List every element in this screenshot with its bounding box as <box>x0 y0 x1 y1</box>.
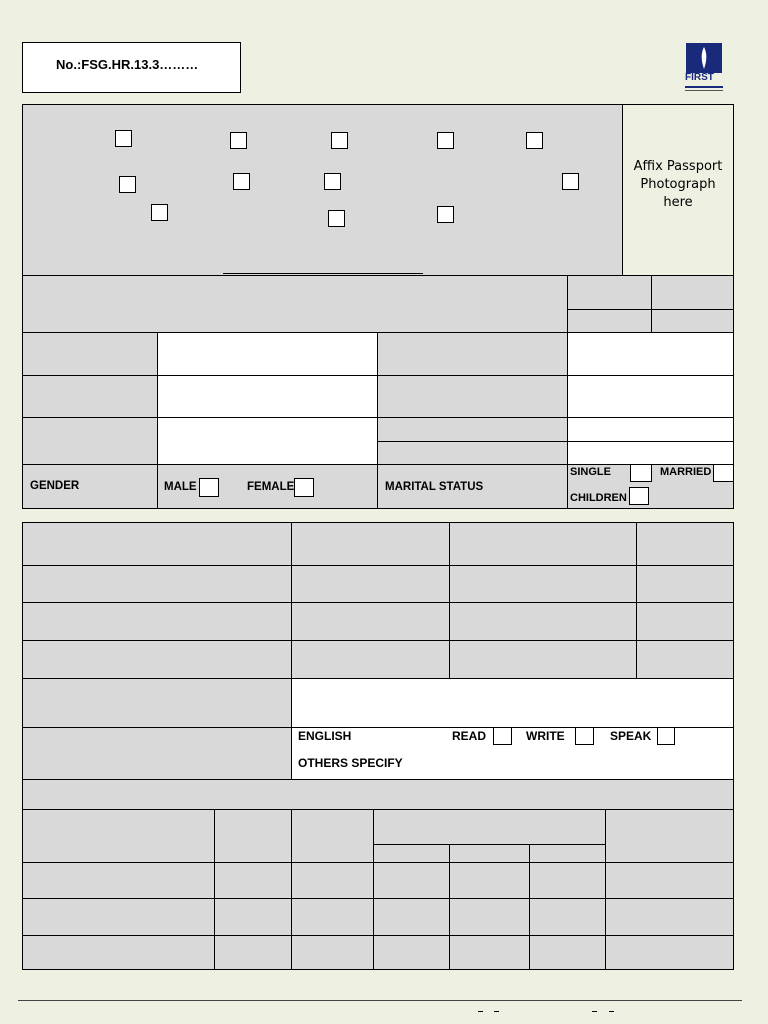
section-header-bar <box>22 779 734 810</box>
table-cell[interactable] <box>605 862 734 899</box>
input-cell[interactable] <box>291 678 734 728</box>
table-cell[interactable] <box>214 935 292 970</box>
checkbox[interactable] <box>115 130 132 147</box>
logo-tagline-line <box>685 90 723 91</box>
gender-options-cell <box>157 464 378 509</box>
table-header-cell <box>291 809 374 863</box>
label-cell <box>22 332 158 376</box>
checkbox[interactable] <box>230 132 247 149</box>
photo-box <box>622 104 734 276</box>
table-cell[interactable] <box>605 935 734 970</box>
table-cell[interactable] <box>291 862 374 899</box>
table-cell[interactable] <box>529 862 606 899</box>
label-cell <box>377 441 568 465</box>
table-header-cell <box>605 809 734 863</box>
label-cell <box>22 678 292 728</box>
table-cell[interactable] <box>22 898 215 936</box>
table-cell[interactable] <box>449 898 530 936</box>
position-checkbox-panel <box>22 104 623 276</box>
table-cell[interactable] <box>529 898 606 936</box>
others-specify-label: OTHERS SPECIFY <box>298 756 403 770</box>
single-label: SINGLE <box>570 466 611 478</box>
single-checkbox[interactable] <box>630 464 652 482</box>
write-checkbox[interactable] <box>575 727 594 745</box>
married-checkbox[interactable] <box>713 464 734 482</box>
table-cell[interactable] <box>214 898 292 936</box>
table-header-cell <box>291 522 450 566</box>
document-number: No.:FSG.HR.13.3……… <box>56 57 199 72</box>
label-cell <box>377 332 568 376</box>
male-checkbox[interactable] <box>199 478 219 497</box>
table-header-cell <box>373 809 606 845</box>
table-cell[interactable] <box>291 935 374 970</box>
female-checkbox[interactable] <box>294 478 314 497</box>
input-cell[interactable] <box>567 332 734 376</box>
gender-label: GENDER <box>30 480 80 492</box>
female-label: FEMALE <box>247 481 295 493</box>
write-label: WRITE <box>526 729 565 743</box>
table-cell[interactable] <box>291 640 450 679</box>
input-cell[interactable] <box>157 375 378 418</box>
photo-instruction-line3: here <box>663 195 693 210</box>
married-label: MARRIED <box>660 466 712 478</box>
table-header-cell <box>636 522 734 566</box>
table-cell[interactable] <box>529 935 606 970</box>
table-cell[interactable] <box>22 565 292 603</box>
footer-dash <box>592 1011 597 1012</box>
speak-label: SPEAK <box>610 729 652 743</box>
footer-dash <box>478 1011 483 1012</box>
table-cell[interactable] <box>22 862 215 899</box>
table-cell[interactable] <box>449 565 637 603</box>
marital-status-label-cell <box>377 464 568 509</box>
signature-line <box>223 273 423 274</box>
checkbox[interactable] <box>437 206 454 223</box>
table-header-cell <box>373 844 450 863</box>
children-checkbox[interactable] <box>629 487 649 505</box>
logo-text: FIRST <box>685 72 714 83</box>
table-cell[interactable] <box>22 935 215 970</box>
table-cell[interactable] <box>373 898 450 936</box>
table-cell[interactable] <box>449 935 530 970</box>
logo-tagline-line <box>685 86 723 88</box>
table-cell[interactable] <box>291 602 450 641</box>
table-cell[interactable] <box>636 565 734 603</box>
table-cell[interactable] <box>636 602 734 641</box>
photo-instruction-line1: Affix Passport <box>633 159 723 174</box>
languages-label-cell <box>22 727 292 780</box>
read-label: READ <box>452 729 487 743</box>
input-cell[interactable] <box>157 417 378 465</box>
label-cell <box>377 375 568 418</box>
table-cell[interactable] <box>373 935 450 970</box>
table-cell[interactable] <box>291 898 374 936</box>
table-cell[interactable] <box>636 640 734 679</box>
speak-checkbox[interactable] <box>657 727 675 745</box>
table-header-cell <box>214 809 292 863</box>
name-field[interactable] <box>22 275 568 333</box>
checkbox[interactable] <box>526 132 543 149</box>
table-cell[interactable] <box>22 602 292 641</box>
table-cell[interactable] <box>291 565 450 603</box>
read-checkbox[interactable] <box>493 727 512 745</box>
table-header-cell <box>22 522 292 566</box>
checkbox[interactable] <box>562 173 579 190</box>
table-header-cell <box>449 844 530 863</box>
table-cell[interactable] <box>605 898 734 936</box>
checkbox[interactable] <box>233 173 250 190</box>
checkbox[interactable] <box>331 132 348 149</box>
checkbox[interactable] <box>324 173 341 190</box>
header-cell <box>567 275 652 310</box>
table-cell[interactable] <box>449 640 637 679</box>
male-label: MALE <box>164 481 197 493</box>
children-label: CHILDREN <box>570 492 627 504</box>
company-logo <box>684 43 724 95</box>
english-label: ENGLISH <box>298 729 352 743</box>
label-cell <box>22 375 158 418</box>
table-header-cell <box>449 522 637 566</box>
checkbox[interactable] <box>119 176 136 193</box>
table-cell[interactable] <box>373 862 450 899</box>
footer-dash <box>494 1011 499 1012</box>
document-number-box <box>22 42 241 93</box>
marital-status-label: MARITAL STATUS <box>385 481 484 493</box>
label-cell <box>377 417 568 442</box>
table-cell[interactable] <box>449 862 530 899</box>
input-cell[interactable] <box>567 309 652 333</box>
input-cell[interactable] <box>567 441 734 465</box>
checkbox[interactable] <box>437 132 454 149</box>
input-cell[interactable] <box>567 375 734 418</box>
gender-label-cell <box>22 464 158 509</box>
input-cell[interactable] <box>157 332 378 376</box>
table-cell[interactable] <box>214 862 292 899</box>
table-header-cell <box>22 809 215 863</box>
footer-dash <box>609 1011 614 1012</box>
checkbox[interactable] <box>328 210 345 227</box>
input-cell[interactable] <box>651 309 734 333</box>
input-cell[interactable] <box>567 417 734 442</box>
label-cell <box>22 417 158 465</box>
table-cell[interactable] <box>22 640 292 679</box>
footer-divider <box>18 1000 742 1001</box>
checkbox[interactable] <box>151 204 168 221</box>
photo-instruction-line2: Photograph <box>640 177 716 192</box>
table-header-cell <box>529 844 606 863</box>
logo-mark-icon <box>686 43 722 73</box>
table-cell[interactable] <box>449 602 637 641</box>
header-cell <box>651 275 734 310</box>
